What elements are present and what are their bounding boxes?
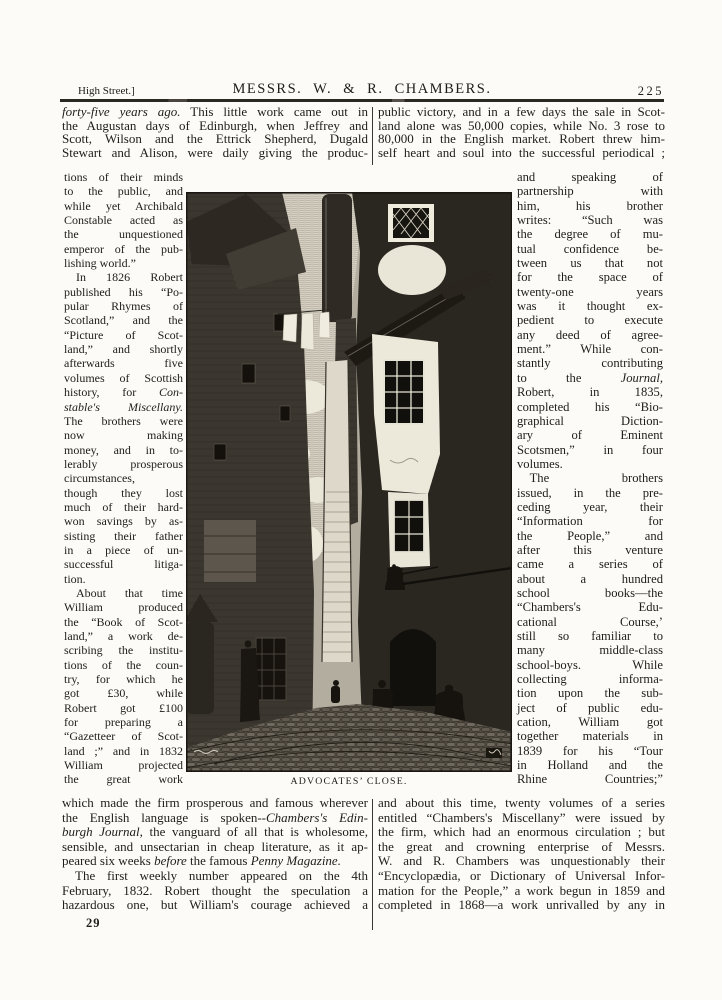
text-line: William projected — [64, 758, 183, 773]
text-line: Constable acted as — [64, 213, 183, 228]
text-line: hazardous one, but William's courage achieved a — [62, 897, 368, 913]
column-divider-bottom — [372, 799, 373, 930]
text-line: tween us that not — [517, 256, 663, 271]
text-line: ary of Eminent — [517, 428, 663, 443]
text-line: pular Rhymes of — [64, 299, 183, 314]
text-line: sisting their father — [64, 528, 183, 543]
text-line: which made the firm prosperous and famous wherever — [62, 795, 368, 810]
text-line: twenty-one years — [517, 284, 663, 299]
text-line: to the public, and — [64, 184, 183, 199]
text-line: In 1826 Robert — [76, 270, 183, 285]
text-line: Stewart and Alison, were daily giving the produc- — [62, 144, 368, 160]
text-line: ceding year, their — [517, 499, 663, 514]
text-line: 80,000 in the English market. Robert threw him- — [378, 131, 665, 147]
text-line: “Information for — [517, 514, 663, 529]
text-line: The first weekly number appeared on the 4th — [75, 867, 368, 883]
text-line: history, for Con- — [64, 385, 183, 400]
text-line: cation, William got — [517, 715, 663, 730]
text-line: in Holland and the — [517, 758, 663, 773]
text-line: the degree of mu- — [517, 227, 663, 242]
text-line: William produced — [64, 600, 183, 615]
text-line: Scotsmen,” in four — [517, 442, 663, 457]
text-line: school books—the — [517, 585, 663, 600]
text-line: pedient to execute — [517, 313, 663, 328]
text-line: tion upon the sub- — [517, 686, 663, 701]
text-line: partnership with — [517, 184, 663, 199]
text-line: forty-five years ago. This little work came out in — [62, 104, 368, 119]
text-line: sensible, and unsectarian in cheap literature, as it ap- — [62, 838, 368, 854]
text-line: completed in 1868—a work unrivalled by any in — [378, 897, 665, 913]
advocates-close-engraving-image — [186, 192, 512, 772]
text-line: stantly contributing — [517, 356, 663, 371]
text-line: W. and R. Chambers was unquestionably their — [378, 853, 665, 869]
text-line: February, 1832. Robert thought the speculation a — [62, 882, 368, 898]
text-line: entitled “Chambers's Miscellany” were issued by — [378, 809, 665, 825]
text-line: for the space of — [517, 270, 663, 285]
text-line: many middle-class — [517, 643, 663, 658]
text-line: graphical Diction- — [517, 413, 663, 428]
text-line: lerably prosperous — [64, 456, 183, 471]
text-line: About that time — [76, 585, 183, 600]
text-column-bottom-right — [378, 796, 665, 913]
text-column-bottom-left — [62, 796, 368, 913]
text-line: The brothers — [529, 471, 663, 486]
text-line: issued, in the pre- — [517, 485, 663, 500]
text-line: now making — [64, 428, 183, 443]
text-line: and speaking of — [517, 170, 663, 184]
text-line: any deed of agree- — [517, 327, 663, 342]
text-line: burgh Journal, the vanguard of all that is wholesome, — [62, 824, 368, 840]
text-line: self heart and soul into the successful periodical ; — [378, 144, 665, 160]
text-line: “Chambers's Edu- — [517, 600, 663, 615]
text-line: collecting informa- — [517, 672, 663, 687]
column-divider-top — [372, 107, 373, 165]
text-line: much of their hard- — [64, 499, 183, 514]
text-line: mation for the People,” a work begun in 1859 and — [378, 882, 665, 898]
text-line: lishing world.” — [64, 256, 136, 271]
text-line: the “Book of Scot- — [64, 614, 183, 629]
text-line: published his “Po- — [64, 284, 183, 299]
text-line: volumes of Scottish — [64, 370, 183, 385]
text-column-narrow-right — [517, 170, 663, 787]
text-line: “Picture of Scot- — [64, 327, 183, 342]
text-line: peared six weeks before the famous Penny Magazine. — [62, 853, 341, 869]
text-line: successful litiga- — [64, 557, 183, 572]
text-column-top-right — [378, 105, 665, 159]
text-line: try, for which he — [64, 672, 183, 687]
text-line: Rhine Countries;” — [517, 772, 663, 787]
text-line: volumes. — [517, 456, 563, 471]
text-line: “Gazetteer of Scot- — [64, 729, 183, 744]
text-line: Scotland,” and the — [64, 313, 183, 328]
engraving-figure — [186, 192, 512, 772]
text-line: emperor of the pub- — [64, 241, 183, 256]
text-line: while yet Archibald — [64, 198, 183, 213]
text-line: circumstances, — [64, 471, 135, 486]
text-line: Scott, Wilson and the Ettrick Shepherd, Dugald — [62, 131, 368, 147]
text-line: land ;” and in 1832 — [64, 743, 183, 758]
text-line: him, his brother — [517, 198, 663, 213]
text-line: together materials in — [517, 729, 663, 744]
text-line: to the Journal, — [517, 370, 663, 385]
text-line: tual confidence be- — [517, 241, 663, 256]
text-line: cational Course,’ — [517, 614, 663, 629]
text-line: in a piece of un- — [64, 542, 183, 557]
text-line: tions of the coun- — [64, 657, 183, 672]
text-line: land,” and shortly — [64, 342, 183, 357]
text-line: afterwards five — [64, 356, 183, 371]
text-line: land alone was 50,000 copies, while No. 3 rose to — [378, 117, 665, 133]
text-line: after this venture — [517, 542, 663, 557]
text-line: the great and crowning enterprise of Messrs. — [378, 838, 665, 854]
text-line: still so familiar to — [517, 629, 663, 643]
text-line: tions of their minds — [64, 170, 183, 184]
text-line: won savings by as- — [64, 514, 183, 529]
text-line: the Augustan days of Edinburgh, when Jeffrey and — [62, 117, 368, 133]
text-column-top-left — [62, 105, 368, 159]
text-line: money, and in to- — [64, 442, 183, 457]
text-line: for preparing a — [64, 715, 183, 730]
text-line: the People,” and — [517, 528, 663, 543]
text-line: school-boys. While — [517, 657, 663, 672]
text-line: tion. — [64, 571, 86, 586]
text-line: the English language is spoken--Chambers's Edin- — [62, 809, 368, 825]
text-line: the unquestioned — [64, 227, 183, 242]
text-line: the great work — [64, 772, 183, 787]
text-line: scribing the institu- — [64, 643, 183, 658]
running-header-left: High Street.] — [78, 85, 135, 97]
text-line: writes: “Such was — [517, 213, 663, 228]
text-line: got £30, while — [64, 686, 183, 701]
text-line: about a hundred — [517, 571, 663, 586]
text-line: was it thought ex- — [517, 299, 663, 314]
text-line: stable's Miscellany. — [64, 399, 183, 414]
text-line: though they lost — [64, 485, 183, 500]
text-line: 1839 for his “Tour — [517, 743, 663, 758]
text-line: The brothers were — [64, 413, 183, 428]
text-line: public victory, and in a few days the sale in Scot- — [378, 104, 665, 119]
text-line: Robert, in 1835, — [517, 385, 663, 400]
signature-page-number: 29 — [86, 916, 101, 930]
text-line: ject of public edu- — [517, 700, 663, 715]
header-rule — [60, 99, 664, 102]
figure-caption: ADVOCATES’ CLOSE. — [290, 776, 408, 787]
text-line: came a series of — [517, 557, 663, 572]
text-line: “Encyclopædia, or Dictionary of Universal Infor- — [378, 867, 665, 883]
header-page-number: 225 — [637, 84, 664, 98]
text-line: land,” a work de- — [64, 629, 183, 643]
text-line: completed his “Bio- — [517, 399, 663, 414]
text-line: and about this time, twenty volumes of a series — [378, 795, 665, 810]
text-line: Robert got £100 — [64, 700, 183, 715]
text-line: ment.” While con- — [517, 342, 663, 357]
text-column-narrow-left — [64, 170, 183, 787]
running-header-title: MESSRS. W. & R. CHAMBERS. — [232, 81, 492, 97]
text-line: the firm, which had an enormous circulation ; but — [378, 824, 665, 840]
